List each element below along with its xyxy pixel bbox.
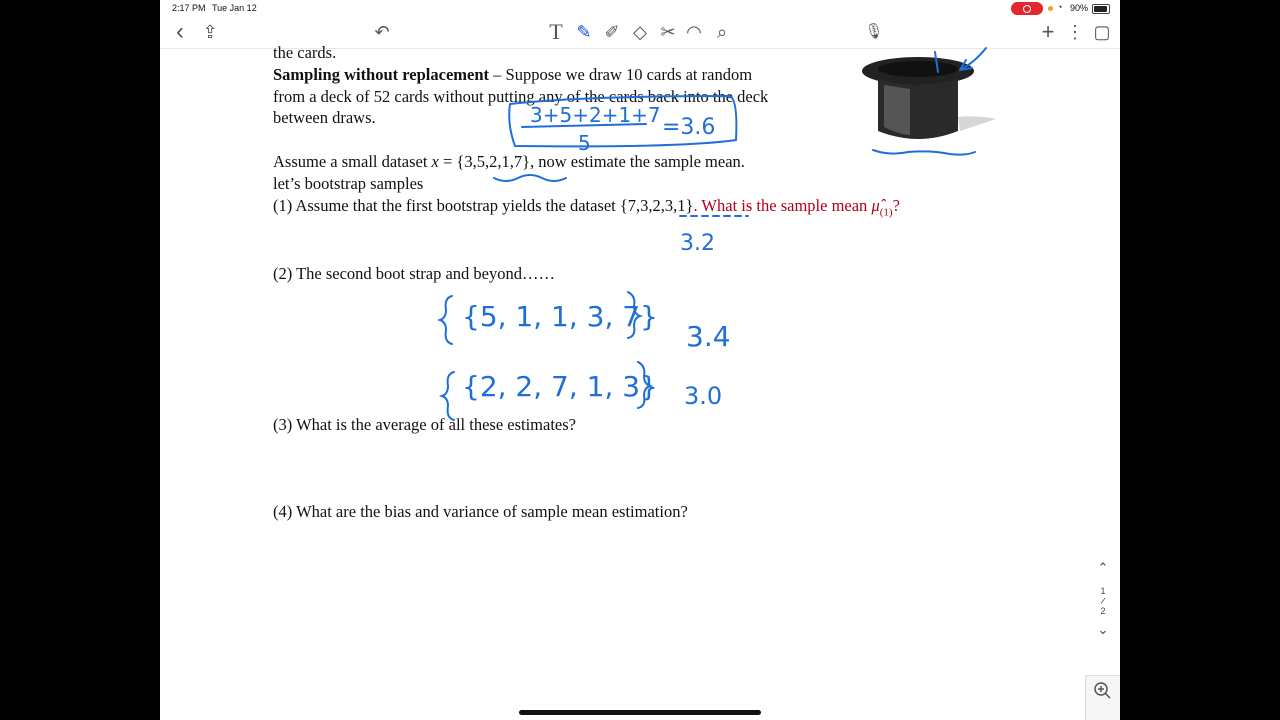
text-line: let’s bootstrap samples <box>273 174 424 193</box>
text-fragment: = {3,5,2,1,7}, now estimate the sample mean. <box>438 152 745 171</box>
text-line <box>273 64 752 86</box>
text-fragment: (1) Assume that the first bootstrap yields the dataset {7,3,2,3,1} <box>273 196 694 215</box>
question-4: (4) What are the bias and variance of sample mean estimation? <box>273 502 688 521</box>
microphone-icon[interactable]: 🎙 <box>864 23 884 40</box>
question-1 <box>273 195 900 224</box>
share-icon[interactable]: ⇪ <box>202 22 218 42</box>
math-variable: x <box>431 152 439 171</box>
status-date: Tue Jan 12 <box>212 3 257 13</box>
page-down-icon[interactable]: ⌄ <box>1097 622 1109 637</box>
handwritten-set-3: {2, 2, 7, 1, 3} <box>462 370 658 403</box>
text-fragment: – Suppose we draw 10 cards at random <box>489 65 753 84</box>
text-fragment: ? <box>892 196 900 215</box>
page-separator: / <box>1100 595 1106 607</box>
highlighter-icon[interactable]: ✐ <box>604 22 620 42</box>
zoom-in-icon <box>1086 676 1120 720</box>
zoom-button[interactable] <box>1085 675 1120 720</box>
mic-indicator-icon <box>1048 6 1053 11</box>
add-page-icon[interactable]: + <box>1041 19 1055 44</box>
text-line: from a deck of 52 cards without putting any of the cards back into the deck <box>273 87 769 106</box>
more-icon[interactable]: ⋮ <box>1066 22 1084 42</box>
handwritten-denominator: 5 <box>578 131 591 155</box>
lasso-icon[interactable]: ✂ <box>660 22 676 42</box>
undo-icon[interactable]: ↶ <box>374 22 390 42</box>
handwritten-answer-2: 3.4 <box>686 320 731 353</box>
math-symbol: μ̂ <box>871 196 880 215</box>
math-subscript: (1) <box>879 206 893 219</box>
pages-icon[interactable]: ▢ <box>1093 22 1111 42</box>
eraser-icon[interactable]: ◇ <box>633 22 647 42</box>
wifi-icon: ◔ <box>1057 2 1063 12</box>
question-3: (3) What is the average of all these estimates? <box>273 415 576 434</box>
page-current: 1 <box>1100 586 1106 596</box>
back-icon[interactable]: ‹ <box>176 18 184 45</box>
status-time: 2:17 PM <box>172 3 206 13</box>
handwritten-result: =3.6 <box>662 115 716 140</box>
home-indicator[interactable] <box>519 710 761 715</box>
question-highlight <box>693 196 900 219</box>
shapes-icon[interactable]: ◠ <box>686 22 702 42</box>
page-total: 2 <box>1100 606 1106 616</box>
battery-icon <box>1092 4 1110 14</box>
handwritten-set-2: {5, 1, 1, 3, 7} <box>462 300 658 333</box>
text-line: the cards. <box>273 43 337 62</box>
battery-percent: 90% <box>1070 3 1089 13</box>
question-2: (2) The second boot strap and beyond…… <box>273 264 555 283</box>
handwritten-answer-3: 3.0 <box>684 382 723 410</box>
page-up-icon[interactable]: ⌃ <box>1097 560 1109 575</box>
notes-app-screen <box>160 0 1120 720</box>
screen-recording-icon[interactable] <box>1011 2 1043 15</box>
text-fragment: Assume a small dataset <box>273 152 432 171</box>
text-tool-icon[interactable]: T <box>549 19 563 44</box>
text-line <box>273 151 745 173</box>
page-indicator <box>1094 560 1112 638</box>
text-fragment: . What is the sample mean <box>693 196 872 215</box>
pen-icon[interactable]: ✎ <box>576 22 592 42</box>
handwritten-numerator: 3+5+2+1+7 <box>530 103 661 127</box>
zoom-tool-icon[interactable]: ⌕ <box>716 22 728 42</box>
section-heading: Sampling without replacement <box>273 65 490 84</box>
text-line: between draws. <box>273 108 376 127</box>
status-bar <box>160 0 1120 18</box>
handwritten-answer-1: 3.2 <box>680 231 715 256</box>
top-hat-image <box>860 55 1010 165</box>
